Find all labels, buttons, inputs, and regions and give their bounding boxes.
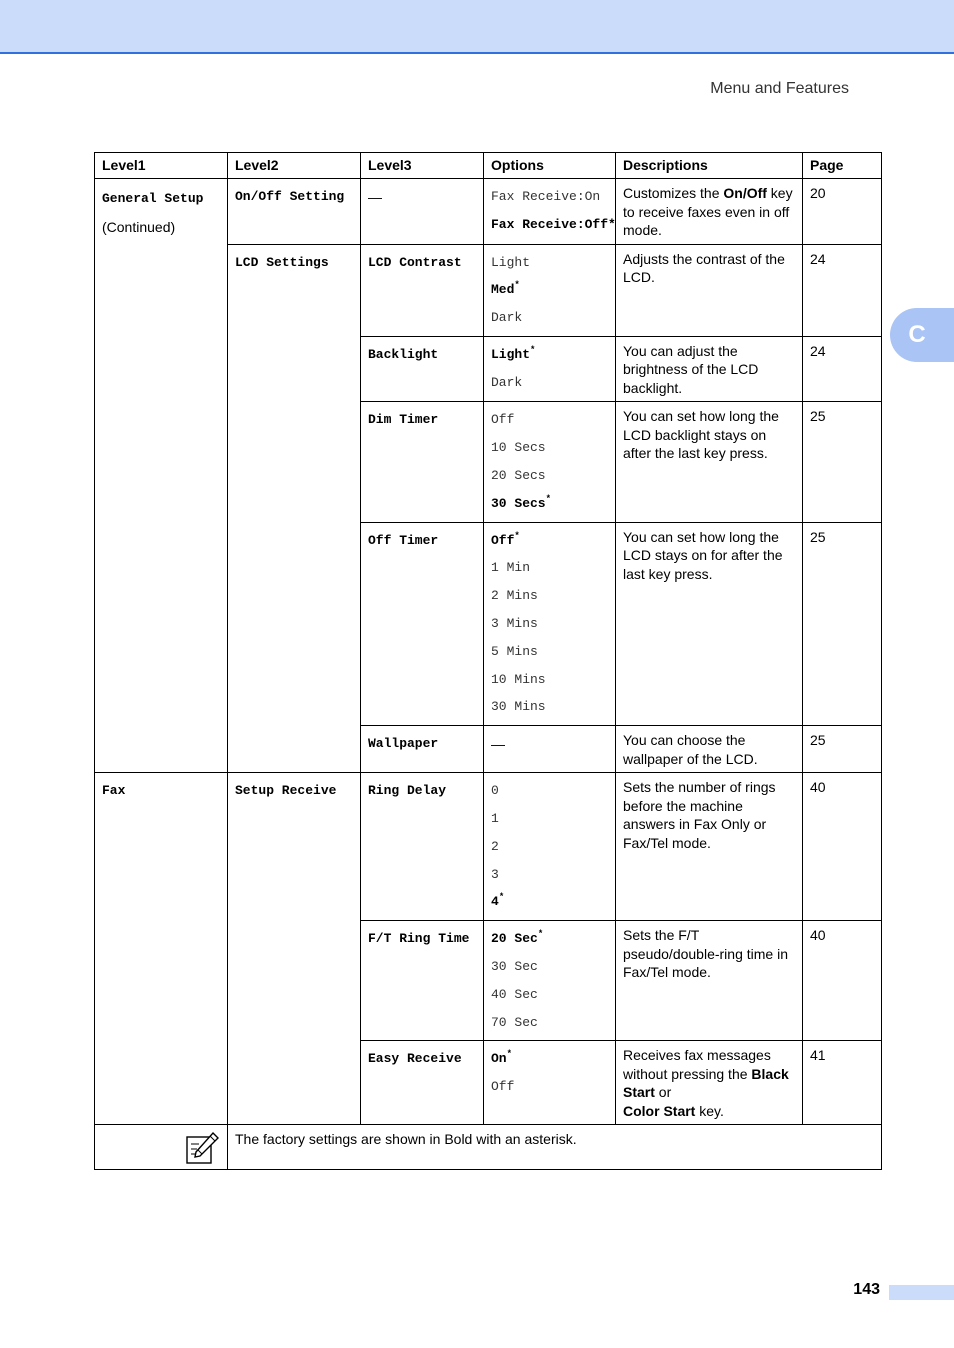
page-ref: 25 [803,726,882,773]
option-default: On* [491,1049,513,1067]
description-off-timer: You can set how long the LCD stays on for after the last key press. [616,522,803,726]
chapter-tab-label: C [908,321,926,348]
level3-off-timer: Off Timer [361,522,484,726]
option: 30 Sec [491,958,538,974]
menu-table [94,152,882,1170]
option: 3 Mins [491,615,538,631]
option: 70 Sec [491,1014,538,1030]
description-ft-ring-time: Sets the F/T pseudo/double-ring time in Fax/Tel mode. [616,921,803,1041]
option: Light [491,254,531,270]
chapter-tab [890,308,954,362]
option-default: 4* [491,892,505,910]
option: 1 Min [491,560,531,576]
continued-label: (Continued) [102,219,176,235]
header-row [95,153,882,179]
page-ref: 40 [803,773,882,921]
level2-onoff-setting: On/Off Setting [228,179,361,245]
option: 30 Mins [491,699,546,715]
running-head: Menu and Features [710,80,849,97]
page-number: 143 [853,1281,880,1298]
option-default: 20 Sec* [491,929,544,947]
header-level1: Level1 [95,153,228,179]
table-row [95,179,882,245]
options-ft-ring-time [484,921,616,1041]
options-ring-delay [484,773,616,921]
level1-general-setup: General Setup (Continued) [95,179,228,773]
option: Dark [491,374,523,390]
option: Fax Receive:On [491,189,601,204]
option: Off [491,412,515,428]
level3-ft-ring-time: F/T Ring Time [361,921,484,1041]
options-wallpaper: — [484,726,616,773]
level3-ring-delay: Ring Delay [361,773,484,921]
note-row [95,1125,882,1170]
header-level2: Level2 [228,153,361,179]
page-ref: 24 [803,336,882,402]
description-onoff: Customizes the On/Off key to receive faxes even in off mode. [616,179,803,245]
description-easy-receive: Receives fax messages without pressing the Black Start or Color Start key. [616,1041,803,1125]
option-default: Med* [491,280,520,298]
level3-dim-timer: Dim Timer [361,402,484,522]
level3-backlight: Backlight [361,336,484,402]
option-default: 30 Secs* [491,493,552,511]
page-ref: 24 [803,244,882,336]
header-page: Page [803,153,882,179]
page-ref: 41 [803,1041,882,1125]
level1-fax: Fax [95,773,228,1125]
options-backlight [484,336,616,402]
level2-setup-receive: Setup Receive [228,773,361,1125]
table-row [95,773,882,921]
description-ring-delay: Sets the number of rings before the machine answers in Fax Only or Fax/Tel mode. [616,773,803,921]
description-dim-timer: You can set how long the LCD backlight stays on after the last key press. [616,402,803,522]
level3-easy-receive: Easy Receive [361,1041,484,1125]
level3-onoff: — [361,179,484,245]
note-icon-cell [95,1125,228,1170]
header-level3: Level3 [361,153,484,179]
options-lcd-contrast [484,244,616,336]
option-default: Light* [491,344,536,362]
options-onoff [484,179,616,245]
page-number-bar [889,1285,954,1300]
option: 3 [491,866,499,882]
note-text: The factory settings are shown in Bold with an asterisk. [228,1125,882,1170]
page-ref: 25 [803,402,882,522]
option: 2 [491,838,499,854]
option: Off [491,1079,515,1095]
option: 20 Secs [491,467,546,483]
option: 40 Sec [491,986,538,1002]
option: 10 Mins [491,671,546,687]
page-ref: 20 [803,179,882,245]
option-default: Off* [491,530,520,548]
options-off-timer [484,522,616,726]
level3-lcd-contrast: LCD Contrast [361,244,484,336]
option: 5 Mins [491,643,538,659]
page-ref: 25 [803,522,882,726]
description-backlight: You can adjust the brightness of the LCD backlight. [616,336,803,402]
options-dim-timer [484,402,616,522]
top-band [0,0,954,54]
page-ref: 40 [803,921,882,1041]
header-options: Options [484,153,616,179]
level3-wallpaper: Wallpaper [361,726,484,773]
option: 2 Mins [491,588,538,604]
option: 1 [491,810,499,826]
option-default: Fax Receive:Off* [491,216,616,232]
option: 10 Secs [491,440,546,456]
options-easy-receive [484,1041,616,1125]
note-pencil-icon [185,1131,219,1165]
header-descriptions: Descriptions [616,153,803,179]
option: Dark [491,310,523,326]
description-wallpaper: You can choose the wallpaper of the LCD. [616,726,803,773]
description-lcd-contrast: Adjusts the contrast of the LCD. [616,244,803,336]
option: 0 [491,783,499,799]
level2-lcd-settings: LCD Settings [228,244,361,773]
